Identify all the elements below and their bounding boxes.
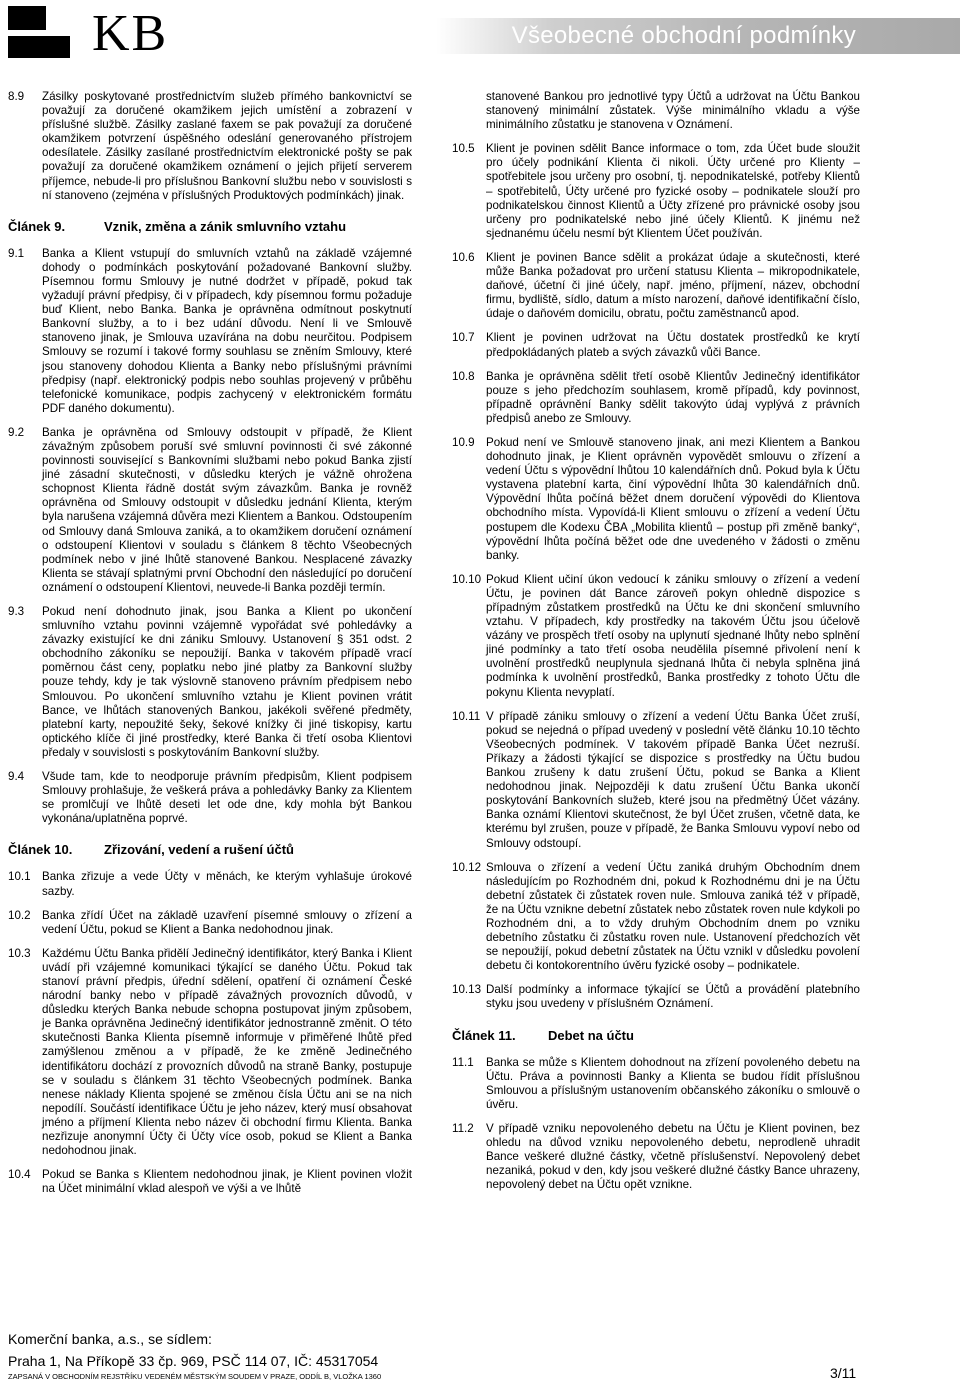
article-heading	[8, 219, 412, 235]
clause-text: Další podmínky a informace týkající se Účtů a provádění platebního styku jsou uvedeny v příslušném Oznámení.	[486, 983, 860, 1011]
article-heading	[452, 1028, 860, 1044]
left-column	[8, 90, 412, 1206]
article-number: Článek 11.	[452, 1027, 516, 1043]
clause-text: Všude tam, kde to neodporuje právním předpisům, Klient podpisem Smlouvy prohlašuje, že veškerá práva a pohledávky Banky za Klientem se promlčují ve lhůtě deseti let ode dne, kdy mohla být Bankou vykonána/uplatněna poprvé.	[42, 770, 412, 826]
clause-text: Pokud není dohodnuto jinak, jsou Banka a Klient po ukončení smluvního vztahu povinni vzájemně vypořádat své pohledávky a závazky existující ke dni zániku Smlouvy. Ustanovení § 351 odst. 2 obchodního zákoníku se nepoužijí. Banka v takovém případě vrací poměrnou část ceny, poplatku nebo jiné platby za Bankovní služby pouze tehdy, kdy je tak výslovně stanoveno právním předpisem nebo Smlouvou. Po ukončení smluvního vztahu je Klient povinen vrátit Bance, ve lhůtách stanovených Bankou, jakékoli svěřené předměty, platební karty, nepoužité šeky, šekové knížky či jiné tiskopisy, kartu optického klíče či jiné prostředky, které Banka či třetí osoba Klientovi předaly v souvislosti s poskytováním Bankovní služby.	[42, 605, 412, 759]
clause	[8, 426, 412, 595]
clause	[8, 909, 412, 937]
clause	[452, 573, 860, 700]
footer-company: Komerční banka, a.s., se sídlem:	[8, 1331, 212, 1347]
clause-number: 9.1	[8, 246, 25, 260]
clause-text: Banka se může s Klientem dohodnout na zřízení povoleného debetu na Účtu. Práva a povinnosti Banky a Klienta se budou řídit příslušnou Smlouvou a příslušným ustanovením občanského zákoníku o smlouvě o úvěru.	[486, 1055, 860, 1111]
clause-number: 10.5	[452, 142, 475, 156]
clause-text: Zásilky poskytované prostřednictvím služeb přímého bankovnictví se považují za doručené okamžikem jejich umístění a zobrazení v příslušné službě. Zásilky zaslané faxem se pak považují za doručené okamžikem potvrzení úspěšného odeslání generovaného přístrojem odesílatele. Zásilky zasílané prostřednictvím elektronické pošty se pak považují za doručené okamžikem oznámení o jejich přijetí serverem příjemce, nebude-li pro příslušnou Bankovní službu nebo v souvislosti s ní stanoveno (zejména v příslušných Produktových podmínkách) jinak.	[42, 90, 412, 202]
clause	[452, 1122, 860, 1192]
clause-number: 10.10	[452, 572, 482, 586]
clause	[452, 983, 860, 1011]
clause-text: stanovené Bankou pro jednotlivé typy Účtů a udržovat na Účtu Bankou stanovený minimální zůstatek. Výše minimálního vkladu a výše minimálního zůstatku je stanovena v Oznámení.	[486, 90, 860, 132]
clause-number: 9.3	[8, 605, 25, 618]
clause	[452, 142, 860, 241]
clause	[452, 251, 860, 321]
clause-number: 10.1	[8, 870, 31, 884]
article-number: Článek 10.	[8, 842, 73, 858]
clause-text: Pokud není ve Smlouvě stanoveno jinak, ani mezi Klientem a Bankou dohodnuto jinak, je Klient oprávněn vypovědět smlouvu o zřízení a vedení Účtu s výpovědní lhůtou 10 kalendářních dnů. Pokud byla k Účtu vystavena platební karta, činí výpovědní lhůta 30 kalendářních dnů. Výpovědní lhůta počíná běžet dnem doručení výpovědi do Klientova obchodního místa. Vypovídá-li Klient smlouvu o zřízení a vedení Účtu postupem dle Kodexu ČBA „Mobilita klientů – postup při změně banky“, výpovědní lhůta počíná běžet ode dne uvedeného v žádosti o změnu banky.	[486, 435, 860, 562]
clause	[452, 331, 860, 359]
clause	[452, 90, 860, 132]
clause-text: Pokud Klient učiní úkon vedoucí k zániku smlouvy o zřízení a vedení Účtu, je povinen dát Bance zároveň pokyn ohledně dispozice s případným zůstatkem prostředků na Účtu ke dni skončení smluvního vztahu. V případech, kdy prostředky na takovém Účtu jsou účelově vázány ve prospěch třetí osoby na uplynutí sjednané lhůty nebo splnění jiné podmínky a tato třetí osoba neudělila písemné přivolení není k uvolnění prostředků neuplynula sjednaná lhůta či nebyla splněna jiná podmínka k uvolnění prostředků, Banka prostředky z tohoto Účtu dle pokynu Klienta nevyplatí.	[486, 572, 860, 699]
clause-number: 10.3	[8, 946, 31, 960]
clause-number	[452, 90, 486, 132]
article-title: Vznik, změna a zánik smluvního vztahu	[104, 218, 347, 234]
clause-number: 10.12	[452, 860, 482, 874]
clause-text: V případě vzniku nepovoleného debetu na Účtu je Klient povinen, bez ohledu na důvod vzniku nepovoleného debetu, neprodleně uhradit Bance veškeré dlužné částky, včetně příslušenství. Nepovolený debet nezaniká, pokud v den, kdy jsou veškeré dlužné částky Bance uhrazeny, nepovolený debet na Účtu opět vznikne.	[486, 1121, 860, 1192]
clause-number: 10.7	[452, 331, 475, 345]
clause-text: Banka a Klient vstupují do smluvních vztahů na základě vzájemné dohody o podmínkách poskytování požadované Bankovní služby. Písemnou formu Smlouvy je nutné dodržet v případě, pokud tak vyžadují právní předpisy, či v případech, kdy písemnou formu požaduje buď Klient, nebo Banka. Banka je oprávněna odmítnout poskytnutí Bankovní služby, a to i bez udání důvodu. Není li ve Smlouvě stanoveno jinak, je Smlouva uzavírána na dobu neurčitou. Podpisem Smlouvy se rozumí i takové formy souhlasu se zněním Smlouvy, které jsou stanoveny dohodou Klienta a Banky nebo příslušnými právními předpisy (např. elektronický podpis nebo souhlas projevený v průběhu telefonické komunikace, podpis zachycený v elektronickém formátu PDF daného dokumentu).	[42, 246, 412, 415]
clause	[8, 870, 412, 898]
document-title: Všeobecné obchodní podmínky	[511, 22, 856, 49]
clause	[8, 605, 412, 760]
clause-text: Pokud se Banka s Klientem nedohodnou jinak, je Klient povinen vložit na Účet minimální vklad alespoň ve výši a ve lhůtě	[42, 1168, 412, 1196]
article-heading	[8, 842, 412, 858]
clause-number: 10.2	[8, 908, 31, 922]
clause-number: 9.2	[8, 425, 25, 439]
clause	[8, 247, 412, 416]
article-number: Článek 9.	[8, 218, 66, 234]
clause-text: Banka je oprávněna od Smlouvy odstoupit v případě, že Klient závažným způsobem poruší své smluvní povinnosti či své zákonné povinnosti související s Bankovními službami nebo pokud Banka zjistí jiné zásadní skutečnosti, v důsledku kterých je vážně ohrožena schopnost Klienta řádně dostát svým závazkům. Banka je rovněž oprávněna od Smlouvy odstoupit v důsledku jednání Klienta, kterým byla narušena vzájemná důvěra mezi Klientem a Bankou. Odstoupením od Smlouvy daná Smlouva zaniká, a to okamžikem doručení oznámení o odstoupení Klientovi v souladu s článkem 8 těchto Všeobecných podmínek nebo v jiné lhůtě stanovené Bankou. Nesplacené závazky Klienta se stávají splatnými první Obchodní den následující po doručení oznámení o odstoupení Klientovi, neuvede-li Banka později termín.	[42, 425, 412, 594]
page-footer	[8, 1330, 858, 1381]
clause	[452, 861, 860, 974]
clause	[452, 370, 860, 426]
clause-text: Klient je povinen Bance sdělit a prokázat údaje a skutečnosti, které může Banka požadovat pro určení statusu Klienta – mikropodnikatele, daňové, účetní či jiné účely, např. jméno, příjmení, název, obchodní firmu, bydliště, sídlo, datum a místo narození, daňové identifikační číslo, údaje o daňovém domicilu, obratu, počtu zaměstnanců apod.	[486, 250, 860, 321]
page-number: 3/11	[830, 1365, 857, 1381]
clause	[8, 90, 412, 203]
clause-text: Smlouva o zřízení a vedení Účtu zaniká druhým Obchodním dnem následujícím po Rozhodném dni, pokud k Rozhodnému dni je na Účtu debetní zůstatek či zůstatek roven nule. Smlouva zaniká též v případě, že na Účtu vznikne debetní zůstatek nebo zůstatek roven nule kdykoli po Rozhodném dni, a to vždy druhým Obchodním dnem po vzniku debetního zůstatku či zůstatku roven nule. Ustanovení předchozích vět se nepoužijí, pokud debetní zůstatek na Účtu vznikl v důsledku povolení debetu či kontokorentního úvěru fyzické osoby – podnikatele.	[486, 860, 860, 973]
article-title: Debet na účtu	[548, 1027, 634, 1043]
clause-text: V případě zániku smlouvy o zřízení a vedení Účtu Banka Účet zruší, pokud se nejedná o případ uvedený v poslední větě článku 10.10 těchto Všeobecných podmínek. V takovém případě Banka Účet nezruší. Příkazy a žádosti týkající se dispozice s prostředky na Účtu budou Bankou zrušeny k datu zrušení Účtu, pokud se Banka a Klient nedohodnou jinak. Nejpozději k datu zrušení Účtu Banka ukončí poskytování Bankovních služeb, které jsou na předmětný Účet vázány. Banka oznámí Klientovi skutečnost, že byl Účet zrušen, včetně data, ke kterému byl zrušen, pouze v případě, že Banka Smlouvu vypoví nebo od Smlouvy odstoupí.	[486, 709, 860, 850]
kb-logo-text: KB	[92, 5, 169, 62]
clause-number: 10.8	[452, 369, 475, 383]
article-title: Zřizování, vedení a rušení účtů	[104, 842, 294, 858]
clause-number: 11.1	[452, 1055, 474, 1069]
kb-logo-notch	[46, 6, 70, 32]
clause-number: 8.9	[8, 90, 25, 103]
clause	[452, 1056, 860, 1112]
clause	[8, 1168, 412, 1196]
clause	[8, 947, 412, 1158]
clause-number: 10.9	[452, 435, 475, 449]
clause-number: 10.11	[452, 709, 481, 723]
footer-registry: ZAPSANÁ V OBCHODNÍM REJSTŘÍKU VEDENÉM MĚSTSKÝM SOUDEM V PRAZE, ODDÍL B, VLOŽKA 1360	[8, 1372, 382, 1381]
clause-number: 10.4	[8, 1168, 31, 1182]
clause-number: 10.6	[452, 250, 475, 264]
clause-number: 9.4	[8, 770, 25, 784]
page-header	[0, 0, 960, 64]
kb-logo-bar	[8, 30, 70, 36]
clause-number: 11.2	[452, 1121, 474, 1135]
clause-text: Banka je oprávněna sdělit třetí osobě Klientův Jedinečný identifikátor pouze s jeho předchozím souhlasem, kromě případů, kdy povinnost, případně oprávnění Banky sdělit takovýto údaj vyplývá z právních předpisů anebo ze Smlouvy.	[486, 369, 860, 425]
footer-address: Praha 1, Na Příkopě 33 čp. 969, PSČ 114 07, IČ: 45317054	[8, 1353, 379, 1369]
right-column	[452, 90, 860, 1202]
clause-text: Klient je povinen udržovat na Účtu dostatek prostředků ke krytí předpokládaných plateb a svých závazků vůči Bance.	[486, 331, 860, 359]
clause-text: Každému Účtu Banka přidělí Jedinečný identifikátor, který Banka i Klient uvádí při vzájemné komunikaci týkající se daného Účtu. Pokud tak stanoví právní předpis, úřední sdělení, opatření či oznámení České národní banky nebo v případě závažných provozních důvodů, v důsledku kterých Banka nebude schopna postupovat jiným způsobem, je Banka oprávněna Jedinečný identifikátor jednostranně změnit. O této skutečnosti Banka Klienta písemně informuje v přiměřené lhůtě před zamýšlenou změnou a v případě, že ke změně Jedinečného identifikátoru dochází z provozních důvodů na straně Banky, postupuje se v souladu s článkem 31 těchto Všeobecných podmínek. Banka nenese náklady Klienta spojené se změnou čísla Účtu ani se na nich nepodílí. Součástí identifikace Účtu je jeho název, který musí obsahovat jméno a příjmení Klienta nebo název či obchodní firmu Klienta. Banka nezřizuje anonymní Účty či Účty více osob, pokud se Klient a Banka nedohodnou jinak.	[42, 946, 412, 1158]
clause	[452, 710, 860, 851]
clause-text: Klient je povinen sdělit Bance informace o tom, zda Účet bude sloužit pro účely podnikání Klienta či nikoli. Účty určené pro Klienty – spotřebitele jsou určeny pro osobní, tj. nepodnikatelské, potřeby Klientů – spotřebitelů, Účty určené pro fyzické osoby – podnikatele slouží pro podnikatelskou činnost Klientů a Účty zřízené pro právnické osoby jsou určeny pro podnikatelské nebo jiné účely Klientů. K jinému než sjednanému účelu nesmí být Klientem Účet používán.	[486, 142, 860, 240]
clause-number: 10.13	[452, 983, 482, 997]
clause	[452, 436, 860, 563]
clause-text: Banka zřídí Účet na základě uzavření písemné smlouvy o zřízení a vedení Účtu, pokud se Klient a Banka nedohodnou jinak.	[42, 908, 412, 936]
clause-text: Banka zřizuje a vede Účty v měnách, ke kterým vyhlašuje úrokové sazby.	[42, 870, 412, 898]
clause	[8, 770, 412, 826]
